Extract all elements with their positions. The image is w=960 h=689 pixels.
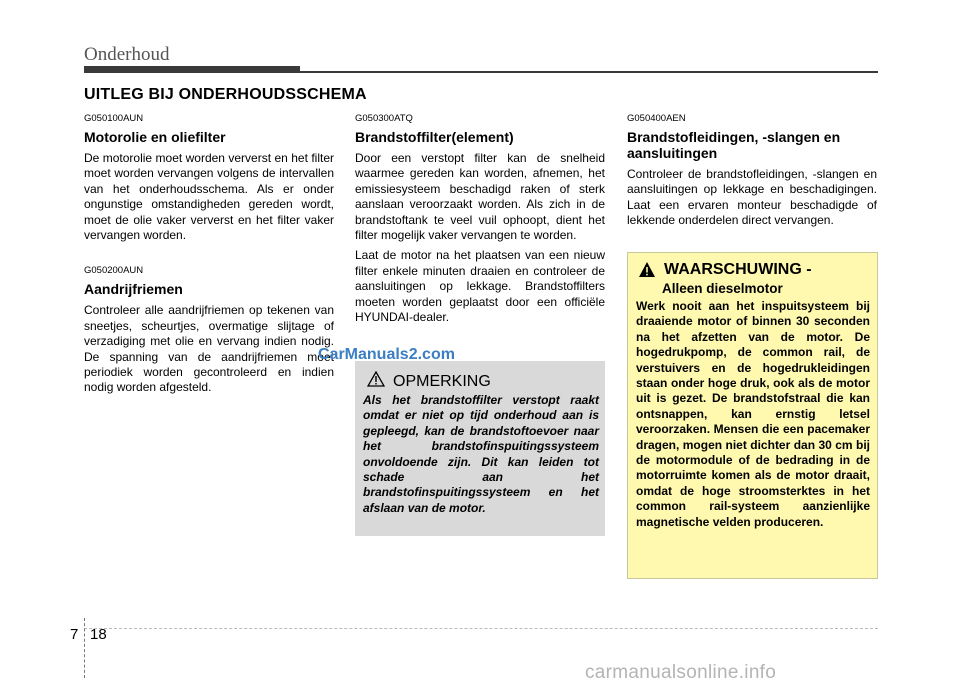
note-box	[355, 361, 605, 536]
item-body-2: Laat de motor na het plaatsen van een nieuw filter enkele minuten draaien en controleer de aansluitingen op lekkage. Brandstoffilters moeten worden geplaatst door een officiële HYUNDAI-dealer.	[355, 248, 605, 325]
section-drive-belts	[84, 265, 334, 395]
note-text: Als het brandstoffilter verstopt raakt omdat er niet op tijd onderhoud aan is gepleegd, kan de brandstoftoevoer naar het brandstofinspuitingssysteem onvoldoende zijn. Dit kan leiden tot schade aan het brandstofinspuitingssysteem en het afslaan van de motor.	[363, 393, 599, 515]
header-bar	[84, 66, 300, 73]
item-heading: Motorolie en oliefilter	[84, 129, 226, 145]
footer-rule	[84, 628, 878, 629]
warning-text: Werk nooit aan het inspuitsysteem bij draaiende motor of binnen 30 seconden na het afzetten van de motor. De hogedrukpomp, de common rail, de verstuivers en de hogedrukleidingen staan onder hoge druk, ook als de motor uit is gezet. De brandstofstraal die kan ontsnappen, kan ernstig letsel veroorzaken. Mensen die een pacemaker dragen, mogen niet dichter dan 30 cm bij de motormodule of de bedrading in de motorruimte komen als de motor draait, omdat de hoge stroomsterktes in het common rail-systeem aanzienlijke magnetische velden produceren.	[636, 299, 870, 529]
site-watermark: carmanualsonline.info	[585, 662, 777, 683]
warning-title: WAARSCHUWING -	[664, 261, 812, 278]
item-heading: Brandstofleidingen, -slangen en aansluitingen	[627, 129, 841, 161]
warning-box	[627, 252, 878, 579]
column-2	[355, 113, 605, 325]
chapter-number: 7	[70, 626, 79, 643]
item-body: Controleer alle aandrijfriemen op tekenen van sneetjes, scheurtjes, overmatige slijtage of verzadiging met olie en vervang indien nodig. De spanning van de aandrijfriemen moet periodiek worden gecontroleerd en indien nodig worden afgesteld.	[84, 303, 334, 395]
item-body: De motorolie moet worden ververst en het filter moet worden vervangen volgens de intervallen van het onderhoudsschema. Als er onder ongunstige omstandigheden gereden wordt, moet de olie vaker ververst en het filter vaker vervangen worden.	[84, 151, 334, 243]
column-3	[627, 113, 877, 229]
item-code: G050300ATQ	[355, 113, 413, 124]
item-body: Controleer de brandstofleidingen, -slangen en aansluitingen op lekkage en beschadigingen. Laat een ervaren monteur beschadigde of lekkende onderdelen direct vervangen.	[627, 167, 877, 228]
section-title: UITLEG BIJ ONDERHOUDSSCHEMA	[84, 86, 367, 103]
item-code: G050400AEN	[627, 113, 686, 124]
item-heading: Brandstoffilter(element)	[355, 129, 514, 145]
caution-triangle-icon	[367, 371, 385, 392]
section-oil	[84, 113, 334, 243]
item-body: Door een verstopt filter kan de snelheid waarmee gereden kan worden, afnemen, het emissiesysteem beschadigd raken of sterk aanslaan veroorzaakt worden. Als zich in de brandstoftank te veel vuil ophoopt, dient het filter mogelijk vaker vervangen te worden.	[355, 151, 605, 243]
watermark: CarManuals2.com	[318, 346, 455, 363]
column-1	[84, 113, 334, 396]
note-header	[367, 371, 491, 392]
warning-header	[638, 261, 812, 283]
note-title: OPMERKING	[393, 372, 491, 390]
header-rule	[300, 71, 878, 73]
item-code: G050200AUN	[84, 265, 144, 277]
item-code: G050100AUN	[84, 113, 144, 124]
header-title: Onderhoud	[84, 44, 170, 65]
page-number: 18	[90, 626, 107, 643]
footer-divider	[84, 618, 85, 678]
item-heading: Aandrijfriemen	[84, 281, 183, 298]
warning-triangle-icon	[638, 261, 656, 283]
warning-subtitle: Alleen dieselmotor	[662, 281, 783, 296]
